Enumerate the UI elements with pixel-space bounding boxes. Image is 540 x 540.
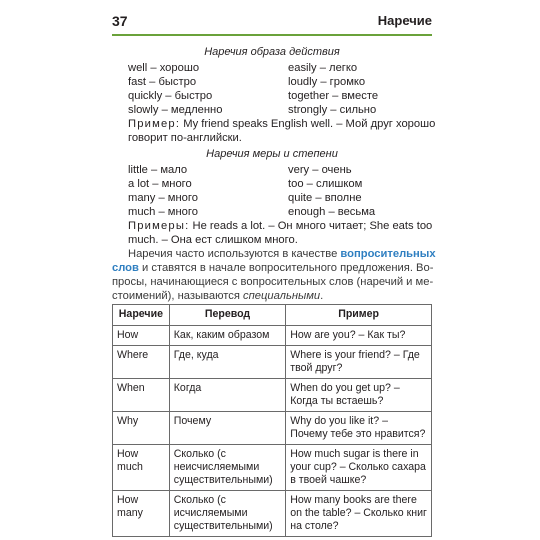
paragraph-line-4 <box>112 290 323 302</box>
table-row <box>113 326 432 346</box>
keyword-highlight: вопросительных <box>340 248 436 260</box>
table-header-row <box>113 305 432 326</box>
paragraph-text: стоимений), называются <box>112 290 243 302</box>
manner-left-2: quickly – быстро <box>128 90 213 102</box>
paragraph-emphasis: специальными <box>242 290 321 302</box>
table-cell: How many books are there on the table? – Сколько книг на столе? <box>286 491 432 537</box>
paragraph-text: Наречия часто используются в качестве <box>128 248 341 260</box>
manner-example-cont: говорит по-английски. <box>128 132 242 144</box>
table-cell: Where is your friend? – Где твой друг? <box>286 346 432 379</box>
manner-heading: Наречия образа действия <box>204 46 340 58</box>
table-cell: How are you? – Как ты? <box>286 326 432 346</box>
page-number: 37 <box>112 13 128 29</box>
table-cell: When <box>113 379 170 412</box>
degree-right-1: too – слишком <box>288 178 363 190</box>
manner-example <box>128 118 435 130</box>
manner-right-2: together – вместе <box>288 90 379 102</box>
table-cell: How <box>113 326 170 346</box>
degree-left-1: a lot – много <box>128 178 192 190</box>
table-cell: Почему <box>169 412 285 445</box>
keyword-highlight: слов <box>112 262 139 274</box>
table-row <box>113 346 432 379</box>
table-cell: Сколько (с исчисляемыми существительными) <box>169 491 285 537</box>
degree-right-3: enough – весьма <box>288 206 376 218</box>
table-cell: Когда <box>169 379 285 412</box>
table-cell: Why do you like it? – Почему тебе это нравится? <box>286 412 432 445</box>
table-cell: Где, куда <box>169 346 285 379</box>
manner-example-label: Пример: <box>128 118 181 130</box>
manner-right-1: loudly – громко <box>288 76 366 88</box>
table-row <box>113 445 432 491</box>
table-header-cell: Перевод <box>169 305 285 326</box>
degree-right-2: quite – вполне <box>288 192 362 204</box>
manner-left-3: slowly – медленно <box>128 104 223 116</box>
adverbs-table <box>112 304 432 537</box>
table-row <box>113 379 432 412</box>
degree-left-2: many – много <box>128 192 198 204</box>
degree-example <box>128 220 432 232</box>
paragraph-line-3: просы, начинающиеся с вопросительных слов (наречий и ме- <box>112 276 434 288</box>
manner-right-0: easily – легко <box>288 62 358 74</box>
manner-example-text: My friend speaks English well. – Мой друг хорошо <box>180 118 436 130</box>
table-cell: Why <box>113 412 170 445</box>
manner-left-1: fast – быстро <box>128 76 197 88</box>
table-cell: Where <box>113 346 170 379</box>
degree-example-cont: much. – Она ест слишком много. <box>128 234 298 246</box>
paragraph-text: . <box>320 290 324 302</box>
degree-heading: Наречия меры и степени <box>206 148 338 160</box>
table-cell: How many <box>113 491 170 537</box>
degree-example-label: Примеры: <box>128 220 190 232</box>
table-cell: How much sugar is there in your cup? – Сколько сахара в твоей чашке? <box>286 445 432 491</box>
section-title: Наречие <box>377 13 432 28</box>
table-cell: Как, каким образом <box>169 326 285 346</box>
table-header-cell: Пример <box>286 305 432 326</box>
table-cell: How much <box>113 445 170 491</box>
degree-example-text: He reads a lot. – Он много читает; She eats too <box>189 220 433 232</box>
table-cell: Сколько (с неисчисляемыми существительными) <box>169 445 285 491</box>
table-header-cell: Наречие <box>113 305 170 326</box>
paragraph-line-2 <box>112 262 433 274</box>
degree-right-0: very – очень <box>288 164 352 176</box>
table-row <box>113 412 432 445</box>
paragraph-line-1 <box>128 248 436 260</box>
manner-right-3: strongly – сильно <box>288 104 377 116</box>
degree-left-0: little – мало <box>128 164 188 176</box>
manner-left-0: well – хорошо <box>128 62 200 74</box>
degree-left-3: much – много <box>128 206 198 218</box>
table-row <box>113 491 432 537</box>
paragraph-text: и ставятся в начале вопросительного предложения. Во- <box>138 262 434 274</box>
page-header <box>112 10 432 36</box>
table-cell: When do you get up? – Когда ты встаешь? <box>286 379 432 412</box>
